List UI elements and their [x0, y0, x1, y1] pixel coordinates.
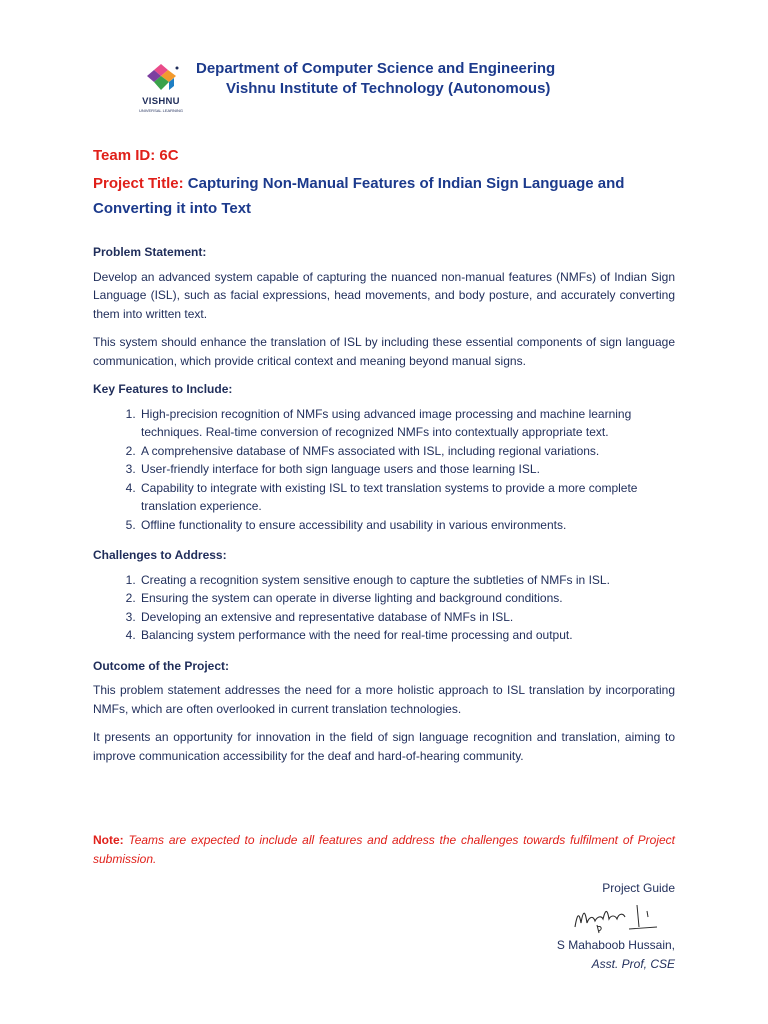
note-label: Note:	[93, 833, 124, 847]
list-item: 2. Ensuring the system can operate in diverse lighting and background conditions.	[139, 589, 675, 608]
list-item: 2. A comprehensive database of NMFs associated with ISL, including regional variations.	[139, 442, 675, 461]
outcome-paragraph: This problem statement addresses the need for a more holistic approach to ISL translation by incorporating NMFs, which are often overlooked in current translation technologies.	[93, 683, 675, 716]
letterhead	[138, 58, 698, 118]
project-guide-label: Project Guide	[602, 881, 675, 895]
project-title-text: Capturing Non-Manual Features of Indian Sign Language and Converting it into Text	[93, 175, 625, 217]
signature-block	[475, 879, 675, 971]
key-features-list	[93, 405, 675, 535]
outcome-heading: Outcome of the Project:	[93, 658, 230, 673]
list-item: 3. User-friendly interface for both sign language users and those learning ISL.	[139, 460, 675, 479]
logo-wordmark: VISHNU	[142, 96, 180, 107]
vishnu-logo-icon	[138, 62, 188, 118]
guide-name: S Mahaboob Hussain,	[556, 938, 675, 952]
challenges-list	[93, 571, 675, 645]
project-title-label: Project Title:	[93, 175, 184, 192]
list-item: 4. Balancing system performance with the need for real-time processing and output.	[139, 626, 675, 645]
list-item: 4. Capability to integrate with existing ISL to text translation systems to provide a more complete translation experience.	[139, 479, 675, 516]
submission-note	[93, 831, 675, 869]
problem-paragraph: This system should enhance the translation of ISL by including these essential components of sign language communication, which provide critical context and meaning beyond manual signs.	[93, 335, 675, 368]
list-item: 1. High-precision recognition of NMFs using advanced image processing and machine learning techniques. Real-time conversion of recognized NMFs into contextually appropriate text.	[139, 405, 675, 442]
note-text: Teams are expected to include all features and address the challenges towards fulfilment of Project submission.	[93, 833, 675, 866]
list-item: 3. Developing an extensive and representative database of NMFs in ISL.	[139, 608, 675, 627]
outcome-paragraph: It presents an opportunity for innovation in the field of sign language recognition and translation, aiming to improve communication accessibility for the deaf and hard-of-hearing community.	[93, 730, 675, 763]
institute-name: Vishnu Institute of Technology (Autonomous)	[226, 80, 551, 97]
logo-tagline: UNIVERSAL LEARNING	[138, 108, 184, 113]
problem-paragraph: Develop an advanced system capable of capturing the nuanced non-manual features (NMFs) of Indian Sign Language (ISL), such as facial expressions, head movements, and body posture, and accurately converting them into written text.	[93, 269, 675, 321]
department-name: Department of Computer Science and Engineering	[196, 60, 556, 77]
guide-designation: Asst. Prof, CSE	[591, 957, 675, 971]
key-features-heading: Key Features to Include:	[93, 382, 233, 396]
challenges-heading: Challenges to Address:	[93, 548, 227, 562]
project-title	[93, 171, 683, 221]
list-item: 5. Offline functionality to ensure accessibility and usability in various environments.	[139, 516, 675, 535]
team-id: Team ID: 6C	[93, 147, 179, 164]
list-item: 1. Creating a recognition system sensitive enough to capture the subtleties of NMFs in ISL.	[139, 571, 675, 590]
handwritten-signature-icon	[567, 897, 667, 939]
problem-statement-heading: Problem Statement:	[93, 245, 207, 259]
document-body	[93, 243, 675, 775]
